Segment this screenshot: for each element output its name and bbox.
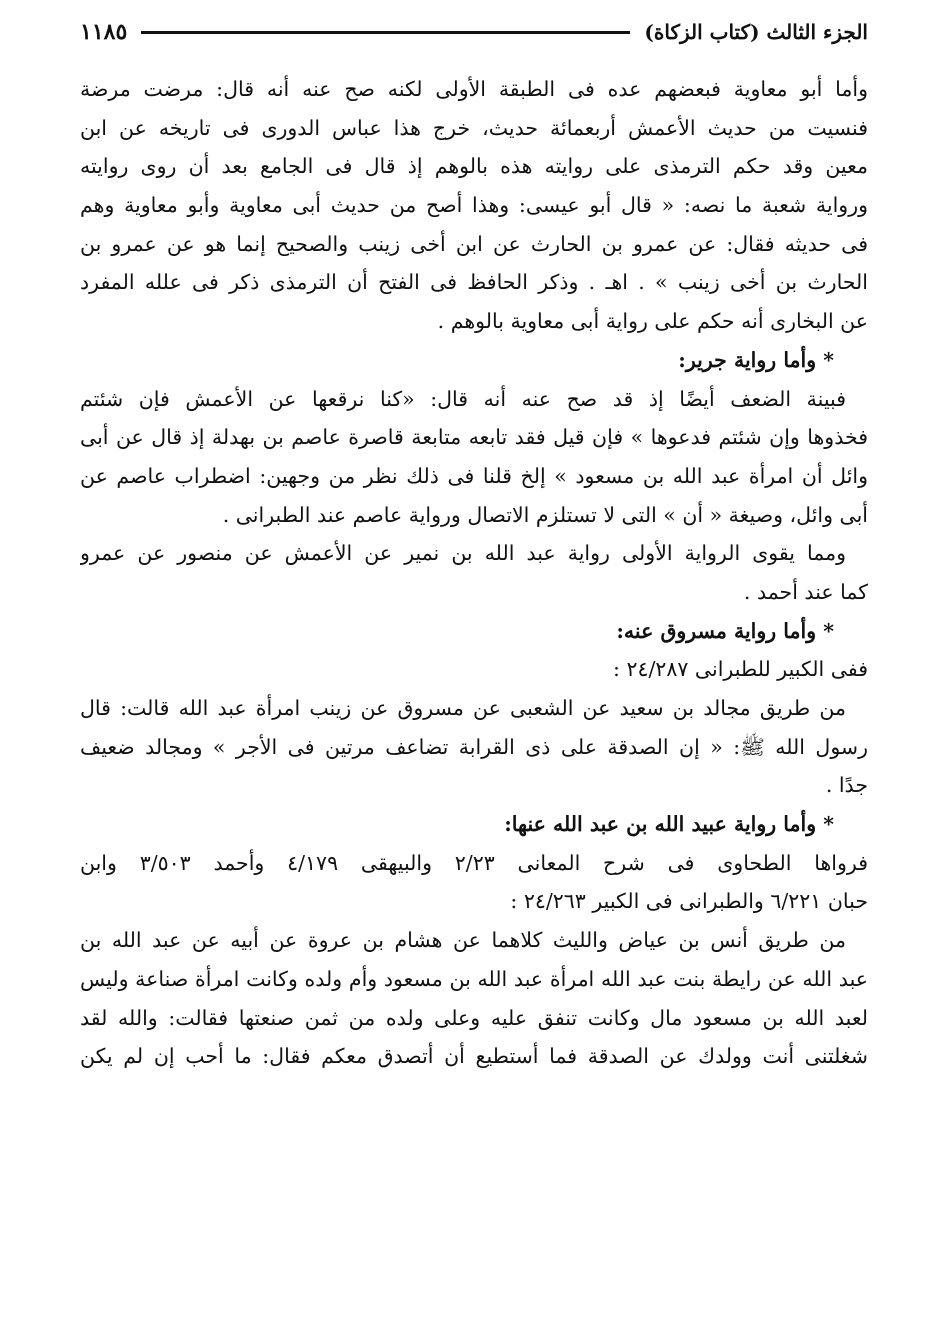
text-line: فرواها الطحاوى فى شرح المعانى ٢/٢٣ والبيهقى ٤/١٧٩ وأحمد ٣/٥٠٣ وابن bbox=[80, 850, 868, 875]
text-line: فخذوها وإن شئتم فدعوها » فإن قيل فقد تابعه متابعة قاصرة عاصم بن بهدلة إذ قال عن أبى bbox=[80, 425, 868, 450]
document-page bbox=[80, 14, 868, 1076]
text-line: عن البخارى أنه حكم على رواية أبى معاوية بالوهم . bbox=[437, 309, 868, 334]
section-heading: * وأما رواية جرير: bbox=[678, 347, 834, 372]
section-heading: * وأما رواية مسروق عنه: bbox=[616, 618, 834, 643]
section-heading: * وأما رواية عبيد الله بن عبد الله عنها: bbox=[504, 812, 834, 837]
text-line: كما عند أحمد . bbox=[743, 579, 868, 604]
header-rule bbox=[141, 31, 630, 34]
text-line: من طريق مجالد بن سعيد عن الشعبى عن مسروق عن زينب امرأة عبد الله قالت: قال bbox=[80, 696, 846, 720]
header-title: الجزء الثالث (كتاب الزكاة) bbox=[644, 20, 868, 44]
body-text bbox=[80, 70, 868, 1076]
text-line: رسول الله ﷺ: « إن الصدقة على ذى القرابة تضاعف مرتين فى الأجر » ومجالد ضعيف bbox=[80, 734, 868, 759]
text-line: أبى وائل، وصيغة « أن » التى لا تستلزم الاتصال ورواية عاصم عند الطبرانى . bbox=[222, 502, 868, 527]
running-header bbox=[80, 14, 868, 50]
text-line: وائل أن امرأة عبد الله بن مسعود » إلخ قلنا فى ذلك نظر من وجهين: اضطراب عاصم عن bbox=[80, 463, 868, 488]
text-line: عبد الله عن رايطة بنت عبد الله امرأة عبد الله بن مسعود وأم ولده وكانت امرأة صناعة وليس bbox=[80, 966, 868, 991]
text-line: ورواية شعبة ما نصه: « قال أبو عيسى: وهذا أصح من حديث أبى معاوية وأبو معاوية وهم bbox=[80, 193, 868, 218]
page-number: ١١٨٥ bbox=[80, 19, 128, 45]
text-line: حبان ٦/٢٢١ والطبرانى فى الكبير ٢٤/٢٦٣ : bbox=[510, 889, 868, 914]
text-line: فى حديثه فقال: عن عمرو بن الحارث عن ابن أخى زينب والصحيح إنما هو عن عمرو بن bbox=[80, 231, 868, 256]
text-line: فنسيت من حديث الأعمش أربعمائة حديث، خرج هذا عباس الدورى فى تاريخه عن ابن bbox=[80, 115, 868, 140]
text-line: جدًا . bbox=[825, 773, 868, 798]
text-line: ومما يقوى الرواية الأولى رواية عبد الله بن نمير عن الأعمش عن منصور عن عمرو bbox=[80, 541, 846, 566]
text-line: فبينة الضعف أيضًا إذ قد صح عنه أنه قال: «كنا نرقعها عن الأعمش فإن شئتم bbox=[80, 386, 846, 411]
text-line: وأما أبو معاوية فبعضهم عده فى الطبقة الأولى لكنه صح عنه أنه قال: مرضت مرضة bbox=[80, 77, 868, 101]
text-line: شغلتنى أنت وولدك عن الصدقة فما أستطيع أن أتصدق معكم فقال: ما أحب إن لم يكن bbox=[80, 1044, 868, 1069]
text-line: معين وقد حكم الترمذى على روايته هذه بالوهم إذ قال فى الجامع بعد أن روى روايته bbox=[80, 154, 868, 179]
text-line: لعبد الله بن مسعود مال وكانت تنفق عليه وعلى ولده من ثمن صنعتها فقالت: والله لقد bbox=[80, 1005, 868, 1030]
text-line: من طريق أنس بن عياض والليث كلاهما عن هشام بن عروة عن أبيه عن عبد الله بن bbox=[80, 928, 846, 953]
text-line: الحارث بن أخى زينب » . اهـ . وذكر الحافظ فى الفتح أن الترمذى ذكر فى علله المفرد bbox=[80, 270, 868, 295]
text-line: ففى الكبير للطبرانى ٢٤/٢٨٧ : bbox=[613, 657, 868, 682]
